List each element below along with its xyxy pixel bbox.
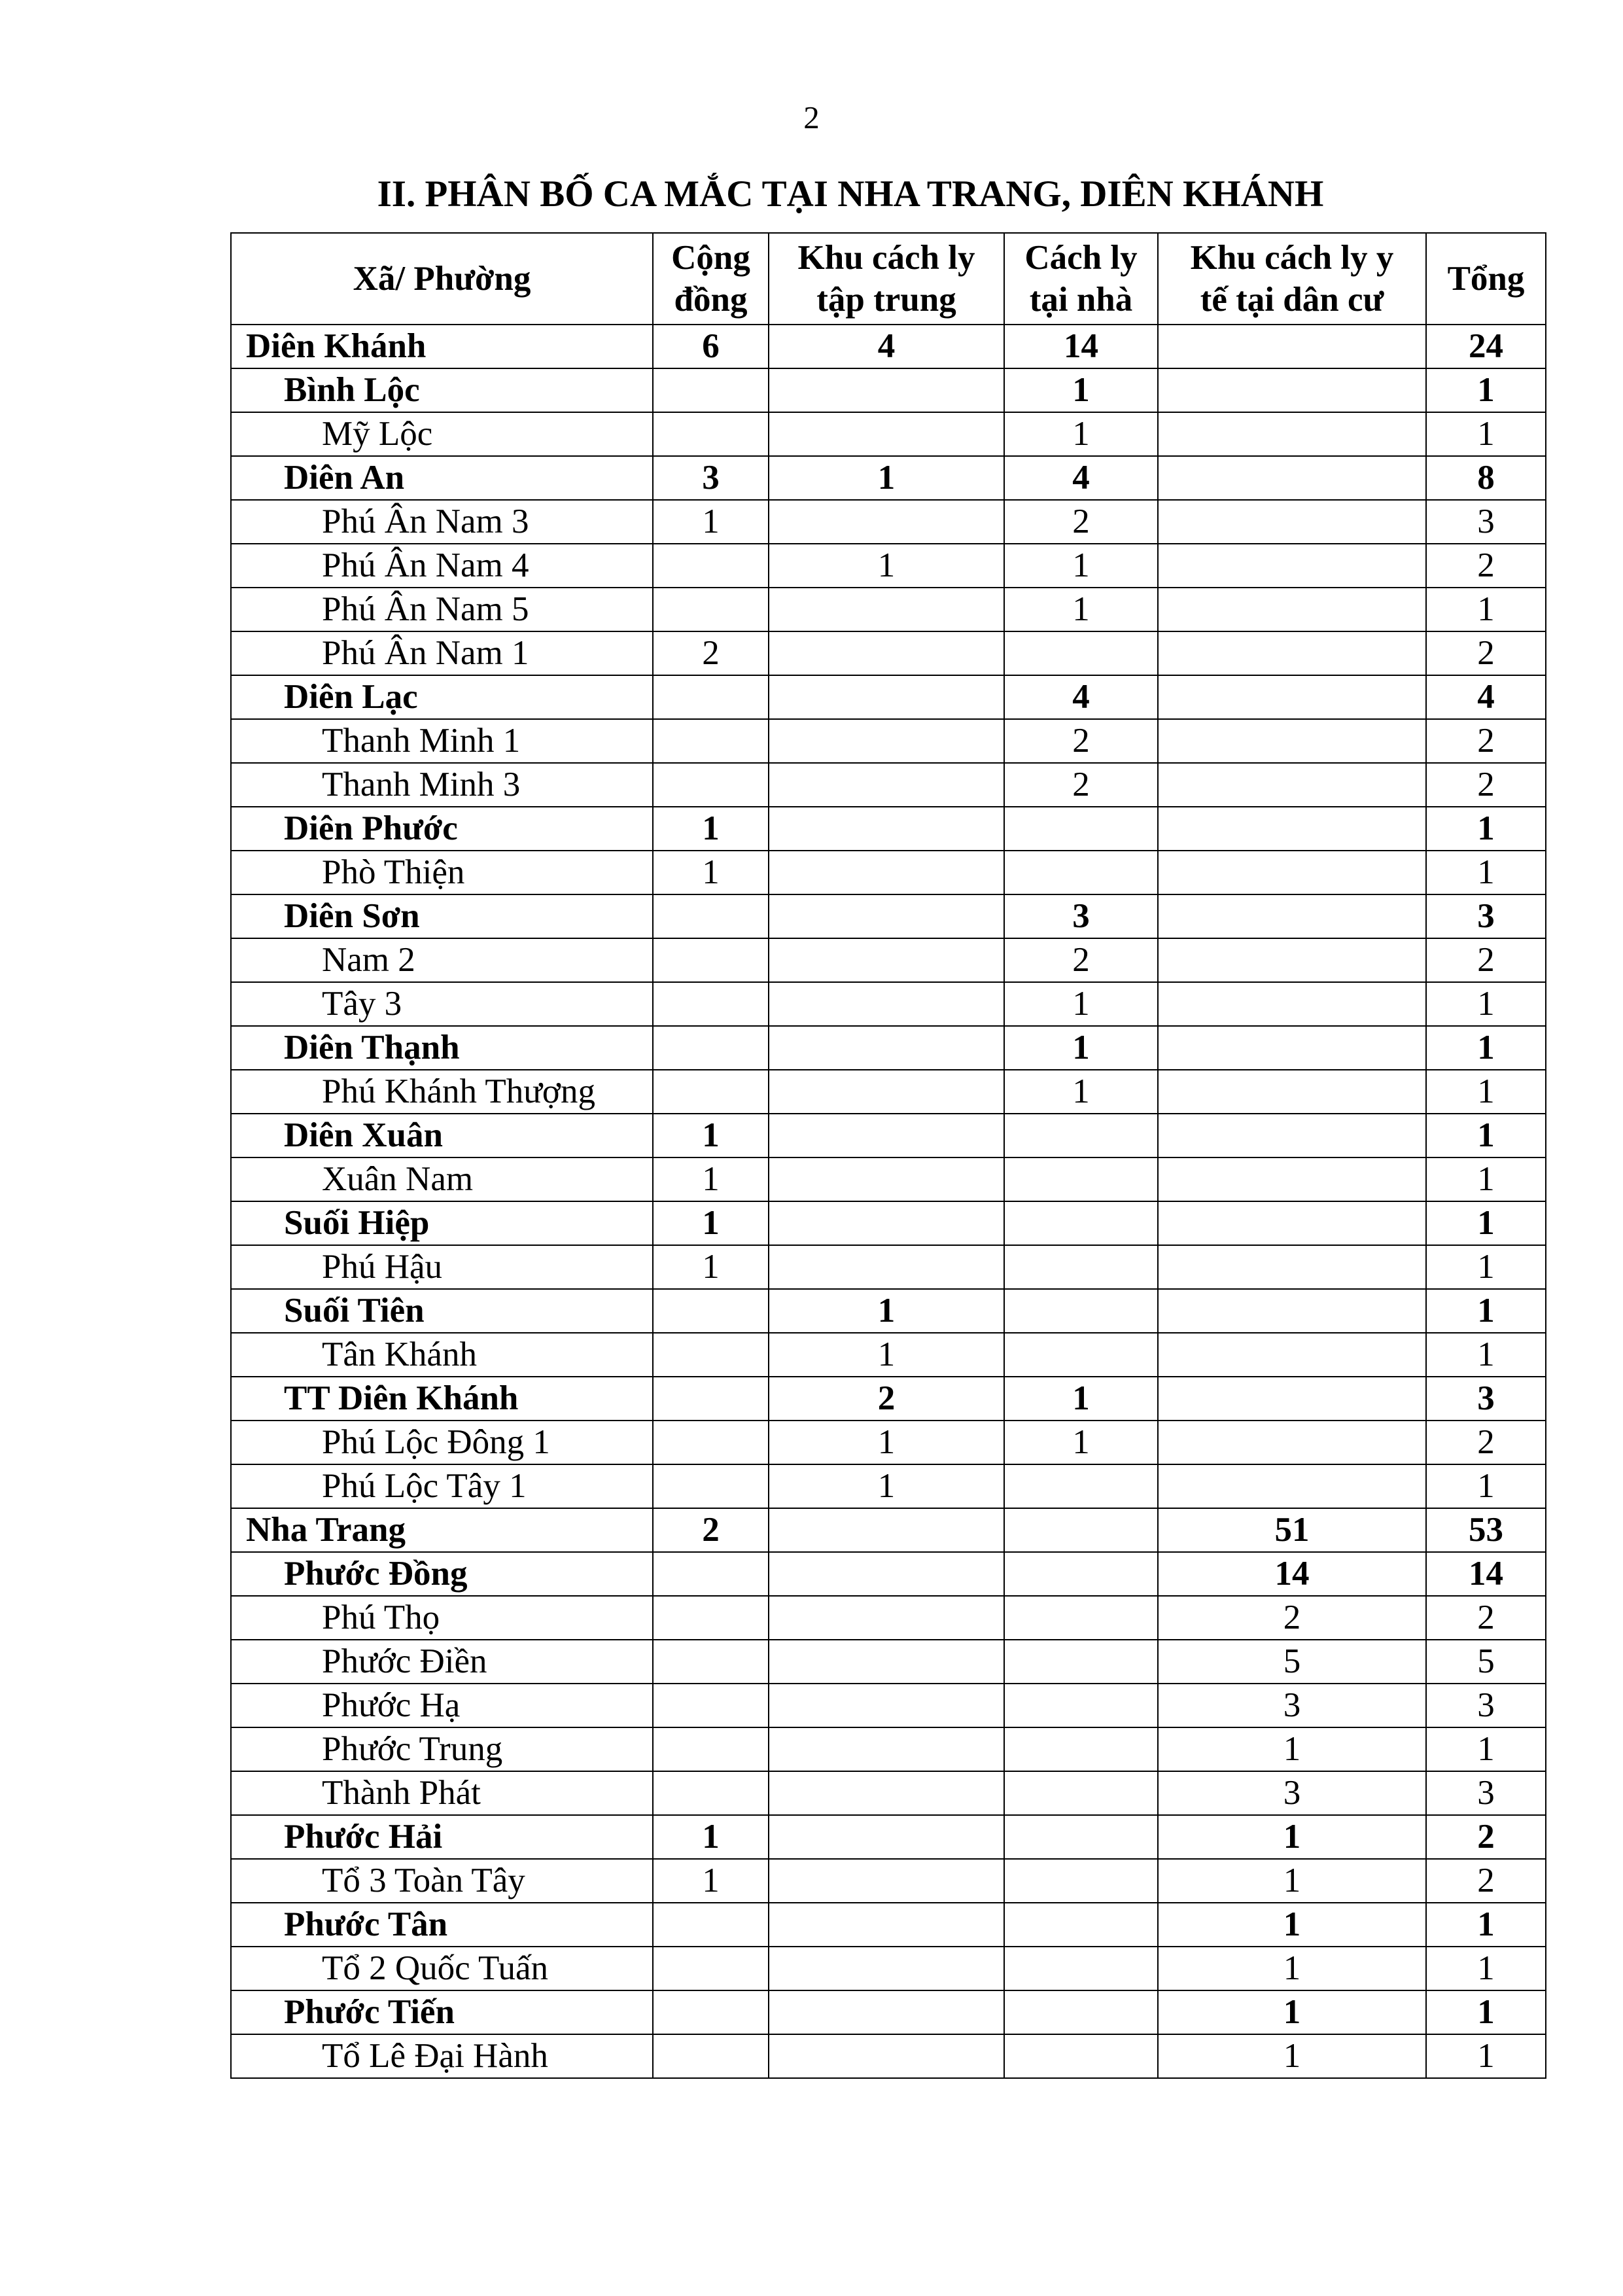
cell-total: 14 — [1426, 1552, 1546, 1596]
cell-medical: 51 — [1158, 1508, 1426, 1552]
cell-name: Diên Khánh — [231, 325, 653, 368]
cell-total: 1 — [1426, 1990, 1546, 2034]
cell-medical — [1158, 675, 1426, 719]
cell-community: 6 — [653, 325, 769, 368]
table-row — [231, 1333, 1546, 1377]
table-row — [231, 544, 1546, 588]
cell-central: 4 — [769, 325, 1004, 368]
cell-medical — [1158, 1464, 1426, 1508]
cell-name: Phú Lộc Tây 1 — [231, 1464, 653, 1508]
cell-total: 2 — [1426, 719, 1546, 763]
cell-medical — [1158, 1114, 1426, 1157]
cell-total: 8 — [1426, 456, 1546, 500]
cell-central — [769, 938, 1004, 982]
cell-total: 1 — [1426, 1026, 1546, 1070]
cell-home: 1 — [1004, 1377, 1158, 1421]
cell-central — [769, 1903, 1004, 1947]
table-row — [231, 719, 1546, 763]
cell-total: 24 — [1426, 325, 1546, 368]
cell-home — [1004, 1990, 1158, 2034]
table-row — [231, 588, 1546, 631]
cell-home — [1004, 1727, 1158, 1771]
cell-medical: 3 — [1158, 1771, 1426, 1815]
cell-community — [653, 1026, 769, 1070]
cell-home: 2 — [1004, 500, 1158, 544]
cell-central — [769, 1201, 1004, 1245]
cell-medical — [1158, 851, 1426, 894]
cell-home: 4 — [1004, 456, 1158, 500]
table-body — [231, 325, 1546, 2078]
cell-total: 1 — [1426, 1157, 1546, 1201]
cell-name: Phú Ân Nam 5 — [231, 588, 653, 631]
table-row — [231, 1245, 1546, 1289]
cell-home — [1004, 807, 1158, 851]
cell-community: 1 — [653, 807, 769, 851]
cell-name: Phú Khánh Thượng — [231, 1070, 653, 1114]
cell-name: Mỹ Lộc — [231, 412, 653, 456]
table-row — [231, 1947, 1546, 1990]
cell-central — [769, 500, 1004, 544]
cell-name: Suối Hiệp — [231, 1201, 653, 1245]
cell-home — [1004, 1289, 1158, 1333]
case-distribution-table — [230, 232, 1546, 2079]
cell-community — [653, 1990, 769, 2034]
cell-name: Phú Hậu — [231, 1245, 653, 1289]
cell-home — [1004, 851, 1158, 894]
cell-medical — [1158, 1201, 1426, 1245]
cell-medical — [1158, 1070, 1426, 1114]
cell-central — [769, 2034, 1004, 2078]
cell-home — [1004, 1771, 1158, 1815]
cell-central — [769, 1070, 1004, 1114]
table-row — [231, 851, 1546, 894]
cell-total: 2 — [1426, 938, 1546, 982]
cell-central — [769, 894, 1004, 938]
cell-community: 1 — [653, 1201, 769, 1245]
cell-name: Thanh Minh 1 — [231, 719, 653, 763]
cell-name: Xuân Nam — [231, 1157, 653, 1201]
table-row — [231, 1990, 1546, 2034]
table-row — [231, 1114, 1546, 1157]
cell-central — [769, 1859, 1004, 1903]
page-number: 2 — [803, 99, 820, 135]
cell-name: Phước Hải — [231, 1815, 653, 1859]
cell-name: Phú Ân Nam 4 — [231, 544, 653, 588]
cell-total: 1 — [1426, 1947, 1546, 1990]
cell-home: 1 — [1004, 588, 1158, 631]
table-row — [231, 938, 1546, 982]
table-row — [231, 631, 1546, 675]
cell-total: 1 — [1426, 1114, 1546, 1157]
table-row — [231, 1815, 1546, 1859]
cell-total: 1 — [1426, 1070, 1546, 1114]
table-row — [231, 412, 1546, 456]
cell-name: Tổ Lê Đại Hành — [231, 2034, 653, 2078]
cell-central — [769, 675, 1004, 719]
cell-medical — [1158, 368, 1426, 412]
cell-total: 1 — [1426, 588, 1546, 631]
cell-name: Phò Thiện — [231, 851, 653, 894]
cell-community — [653, 368, 769, 412]
table-row — [231, 1859, 1546, 1903]
cell-total: 1 — [1426, 807, 1546, 851]
cell-total: 3 — [1426, 1771, 1546, 1815]
cell-medical — [1158, 544, 1426, 588]
cell-home: 4 — [1004, 675, 1158, 719]
table-row — [231, 456, 1546, 500]
table-row — [231, 675, 1546, 719]
cell-home — [1004, 1640, 1158, 1684]
cell-medical: 1 — [1158, 1903, 1426, 1947]
cell-community: 1 — [653, 1815, 769, 1859]
cell-community — [653, 1903, 769, 1947]
cell-medical — [1158, 807, 1426, 851]
cell-home — [1004, 1157, 1158, 1201]
cell-total: 1 — [1426, 982, 1546, 1026]
cell-medical: 1 — [1158, 1947, 1426, 1990]
cell-community — [653, 1684, 769, 1727]
cell-central — [769, 851, 1004, 894]
cell-total: 1 — [1426, 1245, 1546, 1289]
column-header-community: Cộng đồng — [653, 233, 769, 325]
cell-total: 2 — [1426, 1859, 1546, 1903]
column-header-ward: Xã/ Phường — [231, 233, 653, 325]
table-row — [231, 1640, 1546, 1684]
cell-home: 1 — [1004, 982, 1158, 1026]
cell-name: Phước Đồng — [231, 1552, 653, 1596]
table-row — [231, 1201, 1546, 1245]
cell-community — [653, 412, 769, 456]
cell-central: 1 — [769, 1333, 1004, 1377]
cell-central — [769, 1157, 1004, 1201]
cell-community: 1 — [653, 1859, 769, 1903]
cell-medical — [1158, 456, 1426, 500]
cell-central: 1 — [769, 1289, 1004, 1333]
cell-total: 2 — [1426, 1421, 1546, 1464]
cell-name: Phước Tân — [231, 1903, 653, 1947]
cell-name: Phước Tiến — [231, 1990, 653, 2034]
cell-home — [1004, 631, 1158, 675]
cell-home: 2 — [1004, 763, 1158, 807]
cell-community — [653, 588, 769, 631]
cell-medical — [1158, 1377, 1426, 1421]
cell-medical — [1158, 1245, 1426, 1289]
cell-central — [769, 1596, 1004, 1640]
table-row — [231, 807, 1546, 851]
table-row — [231, 2034, 1546, 2078]
cell-community — [653, 1070, 769, 1114]
cell-name: Tân Khánh — [231, 1333, 653, 1377]
cell-name: TT Diên Khánh — [231, 1377, 653, 1421]
cell-total: 1 — [1426, 412, 1546, 456]
cell-medical — [1158, 1026, 1426, 1070]
cell-central — [769, 1508, 1004, 1552]
cell-name: Diên Thạnh — [231, 1026, 653, 1070]
cell-community: 2 — [653, 1508, 769, 1552]
table-row — [231, 763, 1546, 807]
column-header-home-isolation: Cách ly tại nhà — [1004, 233, 1158, 325]
table-row — [231, 1157, 1546, 1201]
column-header-central-quarantine: Khu cách ly tập trung — [769, 233, 1004, 325]
cell-central — [769, 1990, 1004, 2034]
table-header-row — [231, 233, 1546, 325]
cell-medical — [1158, 500, 1426, 544]
cell-central — [769, 412, 1004, 456]
cell-home — [1004, 1201, 1158, 1245]
cell-home — [1004, 1684, 1158, 1727]
cell-total: 1 — [1426, 1333, 1546, 1377]
cell-name: Diên Sơn — [231, 894, 653, 938]
table-row — [231, 1026, 1546, 1070]
cell-name: Diên Phước — [231, 807, 653, 851]
cell-community — [653, 1421, 769, 1464]
cell-central — [769, 1114, 1004, 1157]
cell-community: 1 — [653, 1114, 769, 1157]
cell-home — [1004, 1333, 1158, 1377]
cell-central — [769, 1684, 1004, 1727]
cell-medical — [1158, 763, 1426, 807]
cell-name: Diên An — [231, 456, 653, 500]
cell-total: 3 — [1426, 1377, 1546, 1421]
cell-home: 14 — [1004, 325, 1158, 368]
table-row — [231, 1377, 1546, 1421]
cell-total: 3 — [1426, 894, 1546, 938]
cell-home: 3 — [1004, 894, 1158, 938]
cell-home — [1004, 1508, 1158, 1552]
cell-community — [653, 719, 769, 763]
cell-name: Phước Hạ — [231, 1684, 653, 1727]
cell-name: Nam 2 — [231, 938, 653, 982]
cell-total: 1 — [1426, 1289, 1546, 1333]
cell-central — [769, 1026, 1004, 1070]
cell-total: 2 — [1426, 631, 1546, 675]
cell-name: Phú Lộc Đông 1 — [231, 1421, 653, 1464]
cell-medical: 1 — [1158, 1990, 1426, 2034]
cell-name: Tổ 3 Toàn Tây — [231, 1859, 653, 1903]
table-row — [231, 1903, 1546, 1947]
cell-community: 1 — [653, 851, 769, 894]
cell-medical — [1158, 719, 1426, 763]
cell-name: Suối Tiên — [231, 1289, 653, 1333]
cell-community — [653, 1596, 769, 1640]
table-row — [231, 1070, 1546, 1114]
cell-home — [1004, 1815, 1158, 1859]
cell-medical: 1 — [1158, 1727, 1426, 1771]
cell-medical — [1158, 982, 1426, 1026]
cell-medical — [1158, 325, 1426, 368]
cell-central — [769, 1771, 1004, 1815]
cell-name: Phú Thọ — [231, 1596, 653, 1640]
cell-medical: 1 — [1158, 1815, 1426, 1859]
cell-medical: 2 — [1158, 1596, 1426, 1640]
cell-home — [1004, 1464, 1158, 1508]
cell-name: Diên Lạc — [231, 675, 653, 719]
cell-name: Nha Trang — [231, 1508, 653, 1552]
cell-community: 1 — [653, 1245, 769, 1289]
cell-medical — [1158, 1157, 1426, 1201]
table-row — [231, 1508, 1546, 1552]
cell-total: 1 — [1426, 1464, 1546, 1508]
cell-total: 1 — [1426, 1201, 1546, 1245]
cell-community — [653, 1333, 769, 1377]
cell-central — [769, 1815, 1004, 1859]
cell-community — [653, 982, 769, 1026]
cell-central — [769, 719, 1004, 763]
cell-total: 3 — [1426, 500, 1546, 544]
cell-medical — [1158, 412, 1426, 456]
cell-home: 1 — [1004, 544, 1158, 588]
cell-central — [769, 1245, 1004, 1289]
table-row — [231, 894, 1546, 938]
cell-home: 1 — [1004, 368, 1158, 412]
cell-total: 1 — [1426, 2034, 1546, 2078]
cell-community — [653, 1640, 769, 1684]
table-row — [231, 1421, 1546, 1464]
cell-central — [769, 1552, 1004, 1596]
cell-central — [769, 982, 1004, 1026]
cell-home — [1004, 1859, 1158, 1903]
cell-name: Tây 3 — [231, 982, 653, 1026]
cell-medical — [1158, 1333, 1426, 1377]
cell-medical — [1158, 938, 1426, 982]
cell-name: Thành Phát — [231, 1771, 653, 1815]
cell-home — [1004, 1245, 1158, 1289]
cell-total: 1 — [1426, 1903, 1546, 1947]
cell-central — [769, 631, 1004, 675]
cell-total: 1 — [1426, 851, 1546, 894]
cell-central: 1 — [769, 544, 1004, 588]
cell-community: 1 — [653, 1157, 769, 1201]
cell-total: 53 — [1426, 1508, 1546, 1552]
table-row — [231, 1464, 1546, 1508]
cell-total: 3 — [1426, 1684, 1546, 1727]
cell-community — [653, 675, 769, 719]
cell-name: Phước Điền — [231, 1640, 653, 1684]
section-heading: II. PHÂN BỐ CA MẮC TẠI NHA TRANG, DIÊN KHÁNH — [377, 173, 1324, 215]
cell-community: 1 — [653, 500, 769, 544]
cell-home: 1 — [1004, 1421, 1158, 1464]
cell-central — [769, 368, 1004, 412]
cell-medical: 1 — [1158, 2034, 1426, 2078]
cell-medical: 3 — [1158, 1684, 1426, 1727]
cell-community — [653, 1947, 769, 1990]
cell-home — [1004, 1114, 1158, 1157]
column-header-residential-medical: Khu cách ly y tế tại dân cư — [1158, 233, 1426, 325]
table-row — [231, 1771, 1546, 1815]
cell-total: 1 — [1426, 368, 1546, 412]
cell-community: 3 — [653, 456, 769, 500]
cell-name: Diên Xuân — [231, 1114, 653, 1157]
cell-community — [653, 1727, 769, 1771]
cell-home — [1004, 1552, 1158, 1596]
cell-medical — [1158, 1289, 1426, 1333]
cell-medical: 1 — [1158, 1859, 1426, 1903]
cell-central: 2 — [769, 1377, 1004, 1421]
cell-total: 2 — [1426, 544, 1546, 588]
cell-total: 1 — [1426, 1727, 1546, 1771]
cell-community — [653, 1771, 769, 1815]
column-header-total: Tổng — [1426, 233, 1546, 325]
cell-home: 1 — [1004, 412, 1158, 456]
cell-community: 2 — [653, 631, 769, 675]
cell-name: Bình Lộc — [231, 368, 653, 412]
cell-home — [1004, 1947, 1158, 1990]
cell-community — [653, 763, 769, 807]
cell-total: 2 — [1426, 1815, 1546, 1859]
cell-total: 2 — [1426, 1596, 1546, 1640]
cell-home: 1 — [1004, 1070, 1158, 1114]
cell-central — [769, 588, 1004, 631]
table-row — [231, 1552, 1546, 1596]
cell-medical: 14 — [1158, 1552, 1426, 1596]
cell-total: 4 — [1426, 675, 1546, 719]
cell-community — [653, 544, 769, 588]
cell-central — [769, 763, 1004, 807]
cell-medical — [1158, 894, 1426, 938]
table-row — [231, 1727, 1546, 1771]
cell-home — [1004, 1903, 1158, 1947]
cell-medical: 5 — [1158, 1640, 1426, 1684]
cell-home: 2 — [1004, 719, 1158, 763]
cell-name: Tổ 2 Quốc Tuấn — [231, 1947, 653, 1990]
cell-name: Phú Ân Nam 1 — [231, 631, 653, 675]
table-row — [231, 982, 1546, 1026]
cell-central — [769, 1640, 1004, 1684]
cell-home — [1004, 2034, 1158, 2078]
table-row — [231, 500, 1546, 544]
cell-community — [653, 938, 769, 982]
table-row — [231, 1684, 1546, 1727]
cell-community — [653, 1464, 769, 1508]
cell-central — [769, 1727, 1004, 1771]
table-row — [231, 1596, 1546, 1640]
cell-home: 2 — [1004, 938, 1158, 982]
cell-community — [653, 894, 769, 938]
cell-home — [1004, 1596, 1158, 1640]
cell-medical — [1158, 588, 1426, 631]
cell-central: 1 — [769, 1421, 1004, 1464]
table-row — [231, 325, 1546, 368]
table-row — [231, 368, 1546, 412]
cell-name: Thanh Minh 3 — [231, 763, 653, 807]
cell-community — [653, 2034, 769, 2078]
cell-medical — [1158, 1421, 1426, 1464]
cell-central: 1 — [769, 1464, 1004, 1508]
table-row — [231, 1289, 1546, 1333]
cell-central — [769, 1947, 1004, 1990]
cell-total: 2 — [1426, 763, 1546, 807]
cell-name: Phước Trung — [231, 1727, 653, 1771]
cell-home: 1 — [1004, 1026, 1158, 1070]
cell-name: Phú Ân Nam 3 — [231, 500, 653, 544]
cell-central: 1 — [769, 456, 1004, 500]
cell-community — [653, 1289, 769, 1333]
cell-community — [653, 1552, 769, 1596]
cell-central — [769, 807, 1004, 851]
cell-medical — [1158, 631, 1426, 675]
cell-community — [653, 1377, 769, 1421]
cell-total: 5 — [1426, 1640, 1546, 1684]
